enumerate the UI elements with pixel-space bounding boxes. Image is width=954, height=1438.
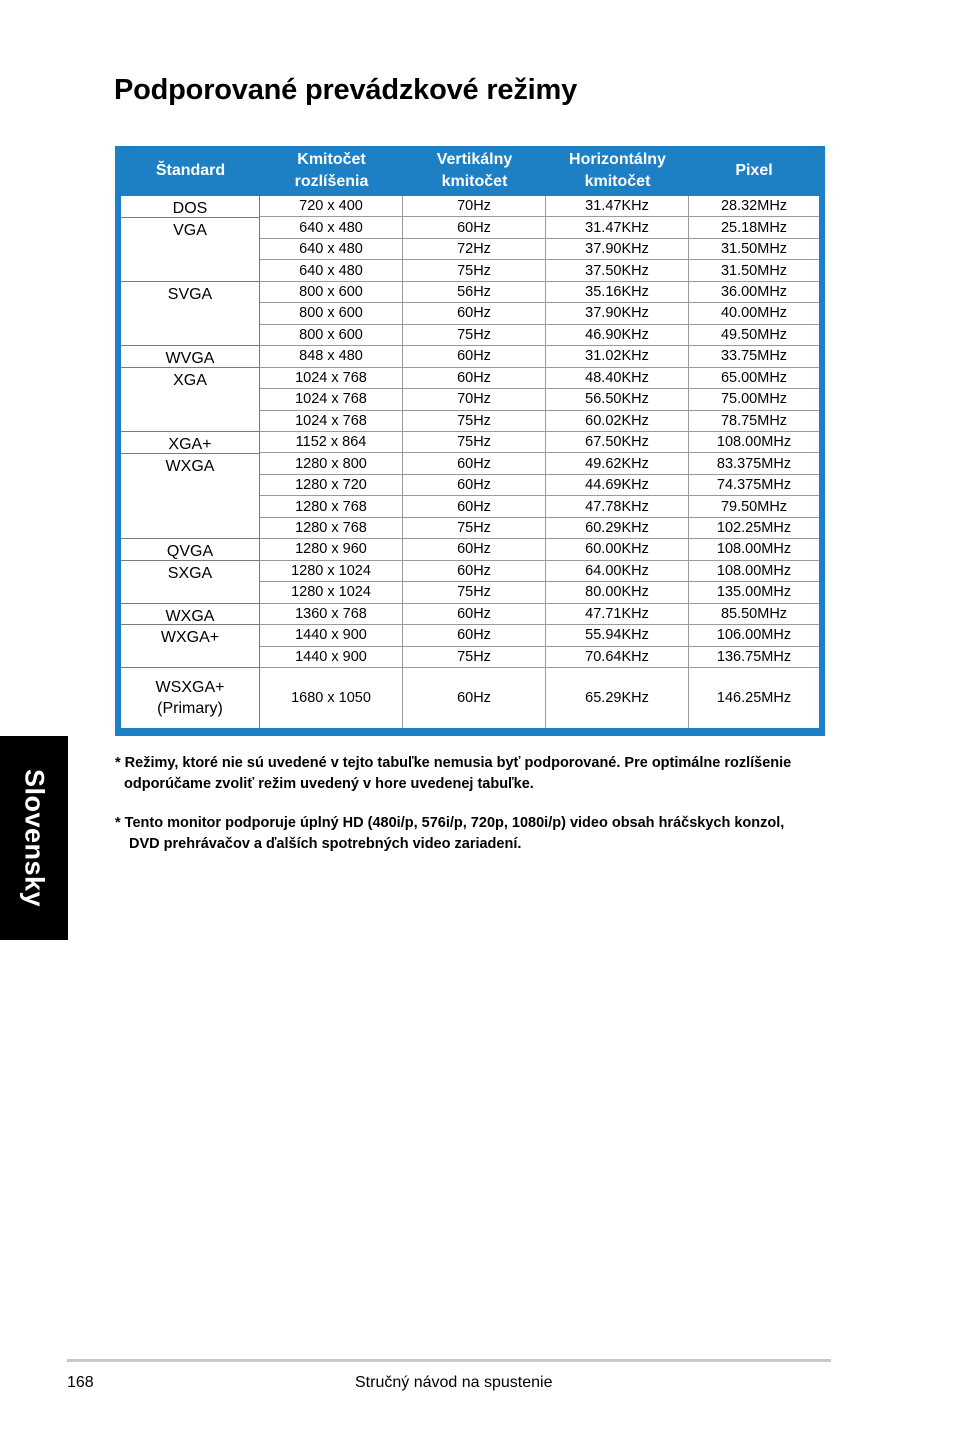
resolution-cell: 640 x 480 <box>260 217 403 237</box>
header-standard: Štandard <box>155 162 226 179</box>
standard-label: XGA <box>173 371 207 389</box>
standard-cell <box>121 368 259 432</box>
vertical-cell: 60Hz <box>403 217 546 237</box>
table-header <box>121 146 819 196</box>
table-row <box>260 217 819 238</box>
values-column <box>260 196 819 728</box>
resolution-cell: 1680 x 1050 <box>260 668 403 728</box>
resolution-cell: 800 x 600 <box>260 325 403 345</box>
note-1-line-2: odporúčame zvoliť režim uvedený v hore uvedenej tabuľke. <box>124 776 534 792</box>
horizontal-cell: 46.90KHz <box>546 325 689 345</box>
horizontal-cell: 37.90KHz <box>546 303 689 323</box>
pixel-cell: 65.00MHz <box>720 369 788 386</box>
table-row <box>260 668 819 728</box>
table-row <box>260 561 819 582</box>
pixel-cell: 49.50MHz <box>720 326 788 343</box>
pixel-cell: 40.00MHz <box>720 305 788 322</box>
horizontal-cell: 60.00KHz <box>546 539 689 559</box>
horizontal-cell: 31.47KHz <box>546 196 689 216</box>
standard-label: WVGA <box>165 350 215 368</box>
table-body <box>121 196 819 728</box>
vertical-cell: 60Hz <box>403 453 546 473</box>
pixel-cell: 135.00MHz <box>716 584 792 601</box>
pixel-cell: 75.00MHz <box>720 391 788 408</box>
table-row <box>260 453 819 474</box>
header-horizontal: Horizontálny kmitočet <box>569 151 666 190</box>
standard-label: QVGA <box>166 543 214 561</box>
resolution-cell: 1024 x 768 <box>260 411 403 431</box>
resolution-cell: 1280 x 768 <box>260 518 403 538</box>
table-row <box>260 496 819 517</box>
modes-table <box>115 146 825 736</box>
standard-label: WXGA <box>165 457 215 475</box>
pixel-cell: 25.18MHz <box>720 219 788 236</box>
pixel-cell: 31.50MHz <box>720 241 788 258</box>
table-row <box>260 604 819 625</box>
pixel-cell: 136.75MHz <box>716 648 792 665</box>
vertical-cell: 75Hz <box>403 582 546 602</box>
vertical-cell: 56Hz <box>403 282 546 302</box>
table-row <box>260 475 819 496</box>
vertical-cell: 60Hz <box>403 604 546 624</box>
vertical-cell: 60Hz <box>403 496 546 516</box>
table-row <box>260 539 819 560</box>
vertical-cell: 60Hz <box>403 539 546 559</box>
table-row <box>260 625 819 646</box>
resolution-cell: 1440 x 900 <box>260 625 403 645</box>
standard-label: SXGA <box>167 564 213 582</box>
pixel-cell: 31.50MHz <box>720 262 788 279</box>
table-row <box>260 325 819 346</box>
pixel-cell: 36.00MHz <box>720 284 788 301</box>
pixel-cell: 146.25MHz <box>716 689 792 706</box>
resolution-cell: 1440 x 900 <box>260 647 403 667</box>
horizontal-cell: 47.71KHz <box>546 604 689 624</box>
table-row <box>260 411 819 432</box>
horizontal-cell: 31.02KHz <box>546 346 689 366</box>
page-title: Podporované prevádzkové režimy <box>114 74 577 106</box>
standard-cell <box>121 668 259 728</box>
horizontal-cell: 48.40KHz <box>546 368 689 388</box>
horizontal-cell: 80.00KHz <box>546 582 689 602</box>
resolution-cell: 1024 x 768 <box>260 389 403 409</box>
standard-label: XGA+ <box>168 436 212 454</box>
table-row <box>260 368 819 389</box>
horizontal-cell: 37.50KHz <box>546 260 689 280</box>
standard-label: WSXGA+ (Primary) <box>155 679 225 718</box>
standard-label: SVGA <box>167 285 213 303</box>
horizontal-cell: 44.69KHz <box>546 475 689 495</box>
table-row <box>260 260 819 281</box>
standard-label: VGA <box>173 221 207 239</box>
horizontal-cell: 60.29KHz <box>546 518 689 538</box>
vertical-cell: 60Hz <box>403 475 546 495</box>
resolution-cell: 1024 x 768 <box>260 368 403 388</box>
vertical-cell: 72Hz <box>403 239 546 259</box>
table-row <box>260 239 819 260</box>
standard-cell <box>121 196 259 218</box>
note-2-line-1: * Tento monitor podporuje úplný HD (480i/p, 576i/p, 720p, 1080i/p) video obsah hráčskych konzol, <box>115 815 785 831</box>
language-tab <box>0 736 68 940</box>
pixel-cell: 85.50MHz <box>720 605 788 622</box>
table-row <box>260 432 819 453</box>
horizontal-cell: 47.78KHz <box>546 496 689 516</box>
resolution-cell: 1280 x 1024 <box>260 561 403 581</box>
table-row <box>260 196 819 217</box>
pixel-cell: 28.32MHz <box>720 198 788 215</box>
horizontal-cell: 65.29KHz <box>546 668 689 728</box>
standard-cell <box>121 346 259 368</box>
resolution-cell: 1280 x 768 <box>260 496 403 516</box>
vertical-cell: 70Hz <box>403 389 546 409</box>
standard-cell <box>121 604 259 626</box>
vertical-cell: 60Hz <box>403 561 546 581</box>
standard-cell <box>121 625 259 668</box>
resolution-cell: 800 x 600 <box>260 303 403 323</box>
horizontal-cell: 49.62KHz <box>546 453 689 473</box>
resolution-cell: 800 x 600 <box>260 282 403 302</box>
horizontal-cell: 60.02KHz <box>546 411 689 431</box>
table-row <box>260 282 819 303</box>
standard-cell <box>121 561 259 604</box>
standard-cell <box>121 432 259 454</box>
note-1 <box>115 753 835 795</box>
resolution-cell: 640 x 480 <box>260 260 403 280</box>
table-row <box>260 582 819 603</box>
horizontal-cell: 31.47KHz <box>546 217 689 237</box>
resolution-cell: 640 x 480 <box>260 239 403 259</box>
resolution-cell: 848 x 480 <box>260 346 403 366</box>
vertical-cell: 60Hz <box>403 303 546 323</box>
language-tab-label: Slovensky <box>19 768 50 908</box>
horizontal-cell: 37.90KHz <box>546 239 689 259</box>
footer-divider <box>67 1359 831 1362</box>
standard-cell <box>121 539 259 561</box>
notes <box>115 753 835 873</box>
pixel-cell: 74.375MHz <box>716 477 792 494</box>
vertical-cell: 75Hz <box>403 325 546 345</box>
pixel-cell: 102.25MHz <box>716 520 792 537</box>
table-row <box>260 389 819 410</box>
header-vertical: Vertikálny kmitočet <box>436 151 513 190</box>
table-row <box>260 303 819 324</box>
pixel-cell: 108.00MHz <box>716 434 792 451</box>
table-row <box>260 518 819 539</box>
vertical-cell: 60Hz <box>403 668 546 728</box>
standard-cell <box>121 282 259 346</box>
vertical-cell: 75Hz <box>403 411 546 431</box>
resolution-cell: 720 x 400 <box>260 196 403 216</box>
header-pixel: Pixel <box>735 162 773 179</box>
standard-column <box>121 196 260 728</box>
vertical-cell: 75Hz <box>403 518 546 538</box>
horizontal-cell: 70.64KHz <box>546 647 689 667</box>
header-resolution: Kmitočet rozlíšenia <box>294 151 369 190</box>
horizontal-cell: 56.50KHz <box>546 389 689 409</box>
vertical-cell: 60Hz <box>403 368 546 388</box>
resolution-cell: 1152 x 864 <box>260 432 403 452</box>
pixel-cell: 78.75MHz <box>720 412 788 429</box>
standard-label: WXGA <box>165 607 215 625</box>
note-2 <box>115 813 835 855</box>
note-1-line-1: * Režimy, ktoré nie sú uvedené v tejto tabuľke nemusia byť podporované. Pre optimálne rozlíšenie <box>115 755 792 771</box>
vertical-cell: 75Hz <box>403 260 546 280</box>
resolution-cell: 1360 x 768 <box>260 604 403 624</box>
resolution-cell: 1280 x 720 <box>260 475 403 495</box>
resolution-cell: 1280 x 800 <box>260 453 403 473</box>
page-number: 168 <box>67 1374 94 1391</box>
horizontal-cell: 67.50KHz <box>546 432 689 452</box>
pixel-cell: 79.50MHz <box>720 498 788 515</box>
vertical-cell: 70Hz <box>403 196 546 216</box>
vertical-cell: 60Hz <box>403 346 546 366</box>
table-row <box>260 346 819 367</box>
pixel-cell: 108.00MHz <box>716 541 792 558</box>
pixel-cell: 83.375MHz <box>716 455 792 472</box>
resolution-cell: 1280 x 1024 <box>260 582 403 602</box>
vertical-cell: 75Hz <box>403 432 546 452</box>
horizontal-cell: 64.00KHz <box>546 561 689 581</box>
pixel-cell: 33.75MHz <box>720 348 788 365</box>
pixel-cell: 106.00MHz <box>716 627 792 644</box>
vertical-cell: 60Hz <box>403 625 546 645</box>
note-2-line-2: DVD prehrávačov a ďalších spotrebných video zariadení. <box>129 836 522 852</box>
vertical-cell: 75Hz <box>403 647 546 667</box>
footer-title: Stručný návod na spustenie <box>355 1374 553 1391</box>
standard-label: WXGA+ <box>160 629 220 647</box>
resolution-cell: 1280 x 960 <box>260 539 403 559</box>
standard-label: DOS <box>172 200 208 217</box>
table-row <box>260 647 819 668</box>
horizontal-cell: 55.94KHz <box>546 625 689 645</box>
pixel-cell: 108.00MHz <box>716 562 792 579</box>
standard-cell <box>121 454 259 540</box>
standard-cell <box>121 218 259 282</box>
horizontal-cell: 35.16KHz <box>546 282 689 302</box>
